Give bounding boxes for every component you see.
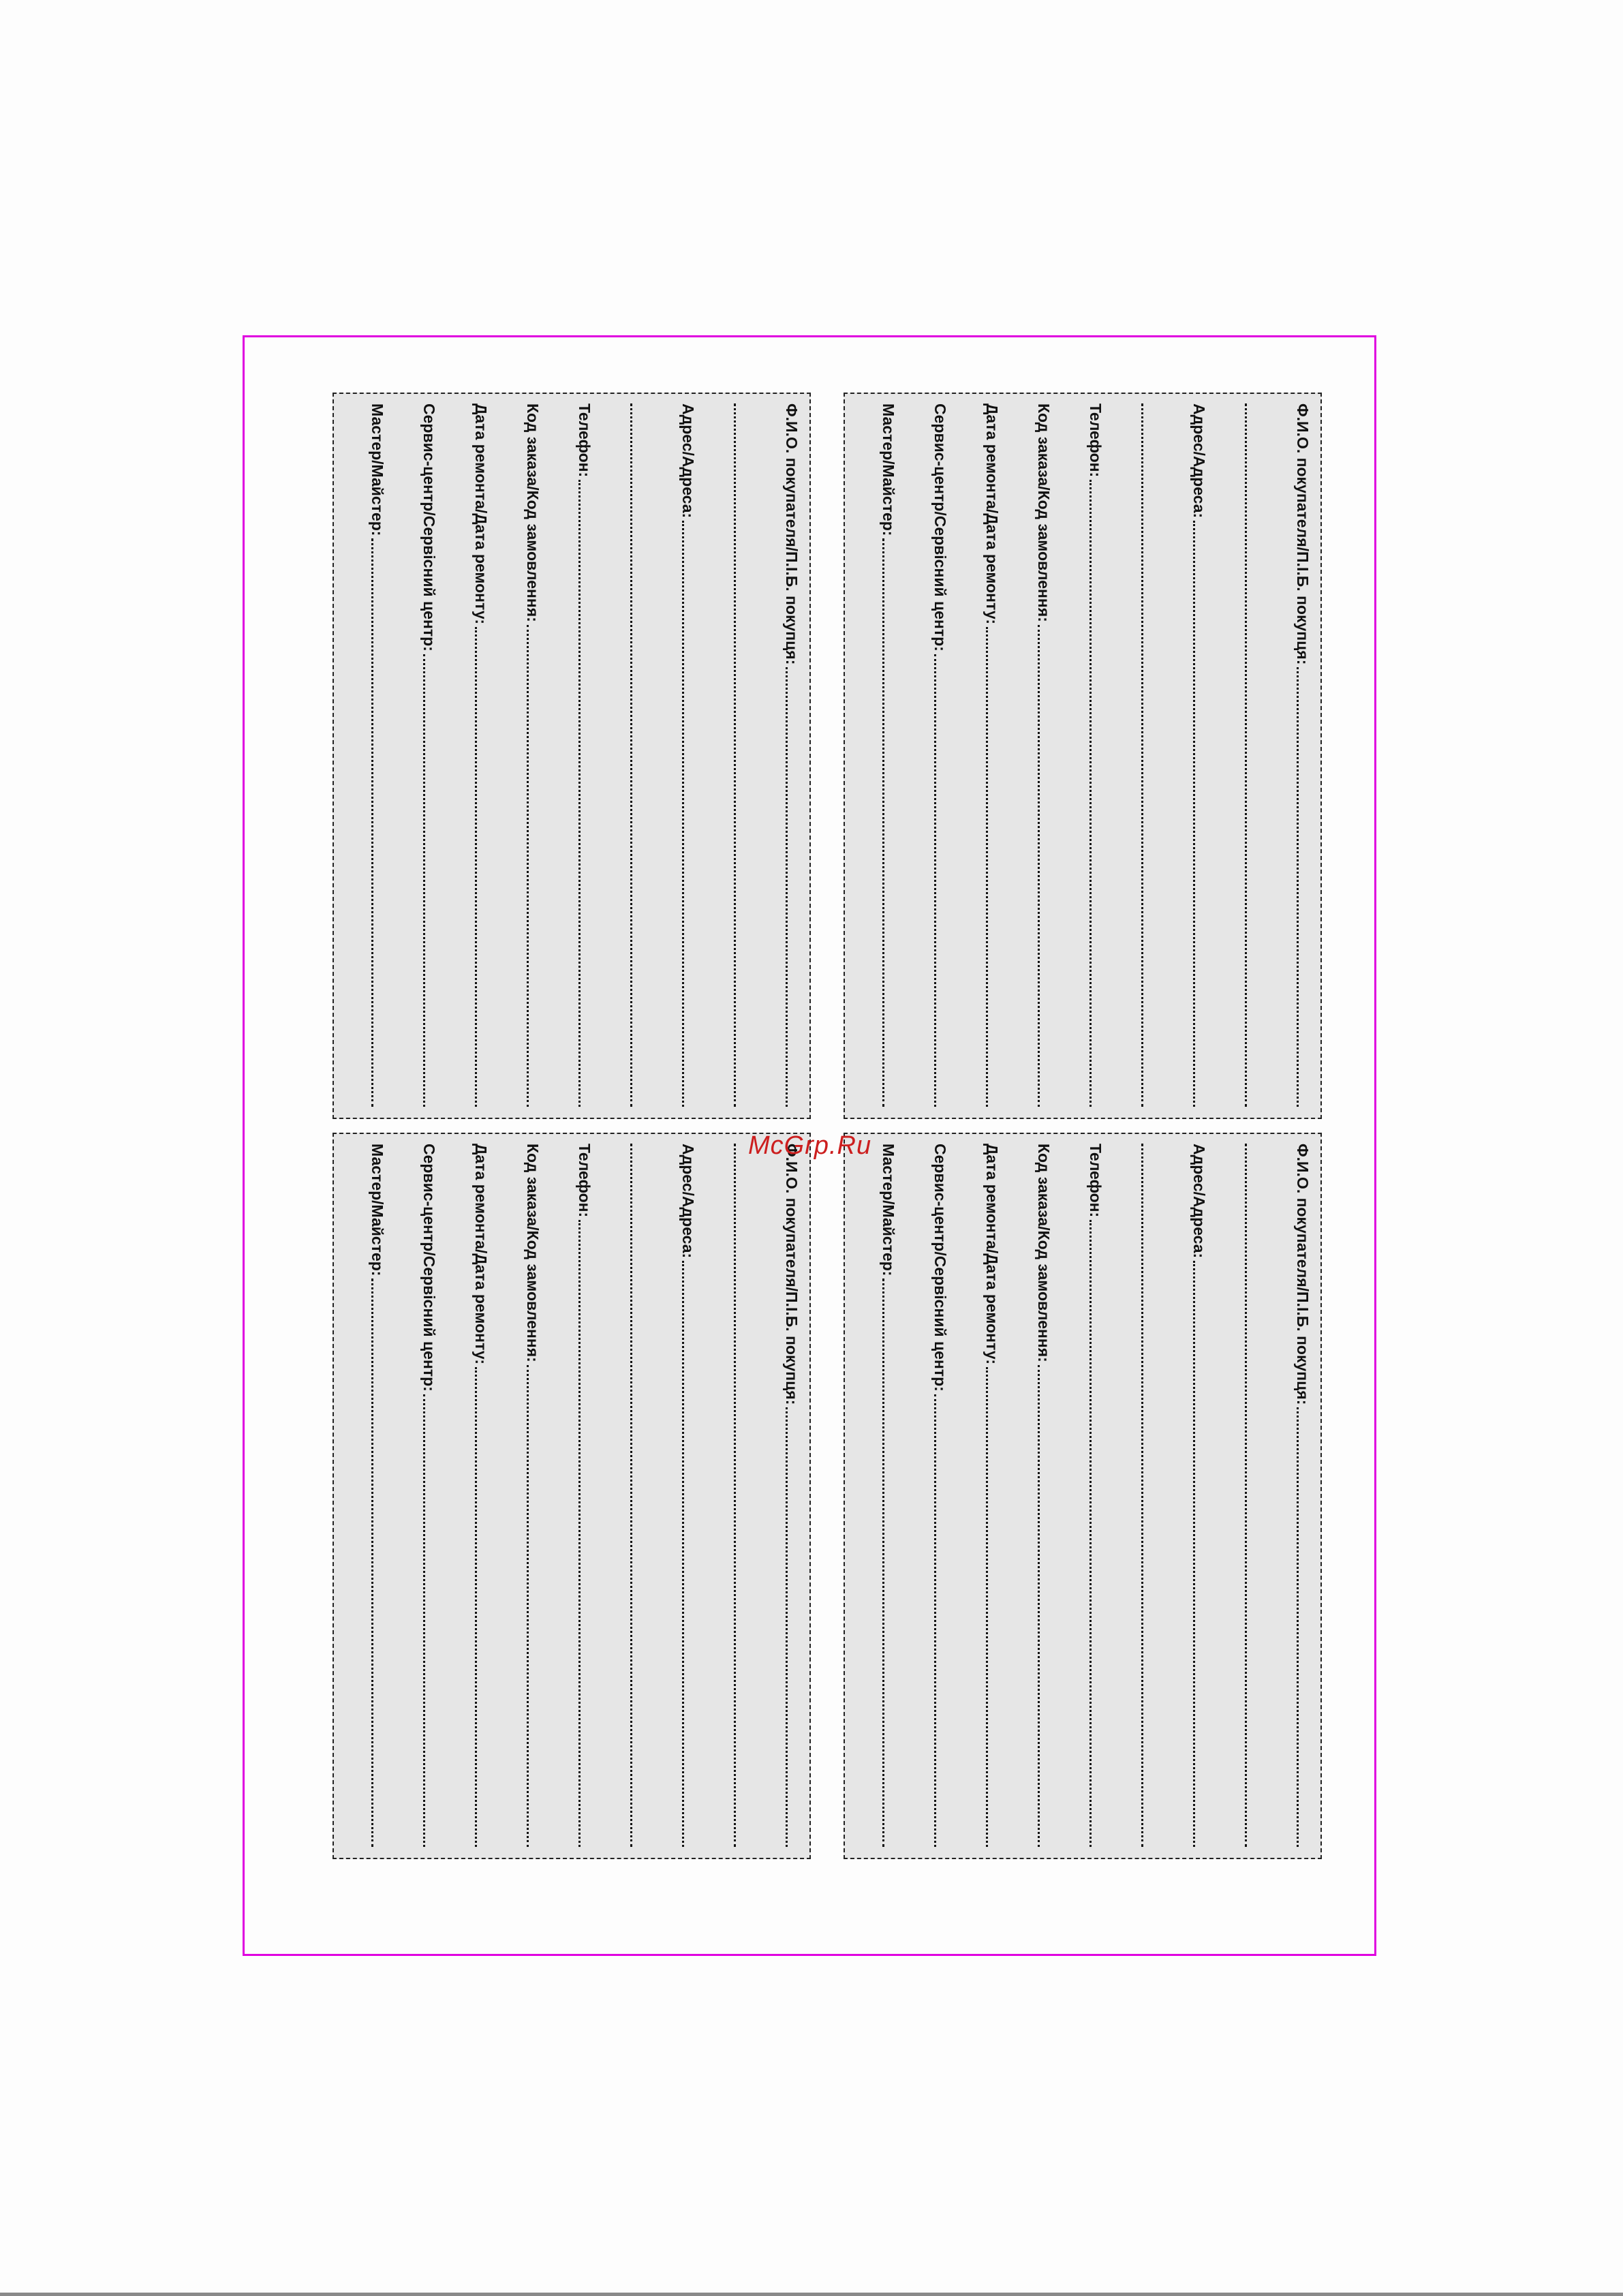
order-code-label: Код заказа/Код замовлення: <box>524 403 542 622</box>
dotted-line <box>682 1261 685 1847</box>
dotted-line <box>630 1144 633 1847</box>
dotted-line <box>578 1220 581 1847</box>
dotted-line <box>527 625 529 1107</box>
dotted-line <box>1141 1144 1144 1847</box>
service-center-field[interactable] <box>420 403 440 1107</box>
service-center-field[interactable] <box>931 1144 951 1847</box>
order-code-field[interactable] <box>523 1144 544 1847</box>
dotted-line <box>882 1279 885 1847</box>
address-label: Адрес/Адреса: <box>679 403 697 519</box>
order-code-label: Код заказа/Код замовлення: <box>524 1144 542 1362</box>
dotted-line <box>682 521 685 1107</box>
dotted-line <box>1193 521 1196 1107</box>
address-field[interactable] <box>679 1144 699 1847</box>
phone-field[interactable] <box>575 403 596 1107</box>
customer-name-field[interactable] <box>782 403 803 1107</box>
customer-name-continuation[interactable] <box>1241 403 1262 1107</box>
dotted-line <box>423 654 426 1107</box>
repair-date-label: Дата ремонта/Дата ремонту: <box>472 1144 490 1365</box>
order-code-field[interactable] <box>523 403 544 1107</box>
dotted-line <box>786 667 788 1107</box>
phone-label: Телефон: <box>576 403 593 478</box>
card-content <box>334 1134 811 1859</box>
dotted-line <box>1141 403 1144 1107</box>
order-code-field[interactable] <box>1034 403 1055 1107</box>
master-label: Мастер/Майстер: <box>880 403 897 536</box>
dotted-line <box>1297 667 1299 1107</box>
service-center-field[interactable] <box>931 403 951 1107</box>
dotted-line <box>986 1367 989 1847</box>
repair-date-label: Дата ремонта/Дата ремонту: <box>983 1144 1001 1365</box>
order-code-label: Код заказа/Код замовлення: <box>1035 403 1053 622</box>
dotted-line <box>1193 1261 1196 1847</box>
repair-date-field[interactable] <box>983 1144 1003 1847</box>
phone-label: Телефон: <box>576 1144 593 1218</box>
service-center-label: Сервис-центр/Сервісний центр: <box>420 403 438 652</box>
master-label: Мастер/Майстер: <box>369 1144 386 1276</box>
repair-card-top-left <box>333 393 811 1119</box>
repair-date-field[interactable] <box>983 403 1003 1107</box>
card-content <box>845 394 1322 1119</box>
customer-name-label: Ф.И.О. покупателя/П.І.Б. покупця: <box>783 1144 801 1405</box>
phone-field[interactable] <box>1086 1144 1107 1847</box>
master-field[interactable] <box>368 1144 388 1847</box>
address-continuation[interactable] <box>1138 1144 1158 1847</box>
dotted-line <box>578 480 581 1107</box>
repair-card-bottom-right <box>844 1133 1322 1859</box>
service-center-field[interactable] <box>420 1144 440 1847</box>
dotted-line <box>1245 1144 1248 1847</box>
address-continuation[interactable] <box>627 1144 647 1847</box>
customer-name-continuation[interactable] <box>1241 1144 1262 1847</box>
customer-name-continuation[interactable] <box>730 403 751 1107</box>
dotted-line <box>734 1144 737 1847</box>
customer-name-continuation[interactable] <box>730 1144 751 1847</box>
repair-date-label: Дата ремонта/Дата ремонту: <box>983 403 1001 625</box>
dotted-line <box>371 538 374 1107</box>
bottom-edge <box>0 2293 1623 2296</box>
dotted-line <box>423 1394 426 1847</box>
watermark: McGrp.Ru <box>748 1131 872 1160</box>
service-center-label: Сервис-центр/Сервісний центр: <box>420 1144 438 1392</box>
card-content <box>845 1134 1322 1859</box>
dotted-line <box>527 1365 529 1847</box>
address-field[interactable] <box>1190 403 1210 1107</box>
customer-name-field[interactable] <box>1293 1144 1314 1847</box>
address-field[interactable] <box>679 403 699 1107</box>
phone-label: Телефон: <box>1087 1144 1104 1218</box>
phone-field[interactable] <box>575 1144 596 1847</box>
dotted-line <box>786 1407 788 1847</box>
dotted-line <box>630 403 633 1107</box>
customer-name-label: Ф.И.О. покупателя/П.І.Б. покупця: <box>1294 403 1312 665</box>
dotted-line <box>1297 1407 1299 1847</box>
phone-field[interactable] <box>1086 403 1107 1107</box>
customer-name-label: Ф.И.О. покупателя/П.І.Б. покупця: <box>1294 1144 1312 1405</box>
customer-name-label: Ф.И.О. покупателя/П.І.Б. покупця: <box>783 403 801 665</box>
dotted-line <box>1089 480 1092 1107</box>
dotted-line <box>1089 1220 1092 1847</box>
master-label: Мастер/Майстер: <box>369 403 386 536</box>
dotted-line <box>1038 1365 1040 1847</box>
dotted-line <box>1038 625 1040 1107</box>
address-label: Адрес/Адреса: <box>1190 403 1208 519</box>
service-center-label: Сервис-центр/Сервісний центр: <box>931 403 949 652</box>
service-center-label: Сервис-центр/Сервісний центр: <box>931 1144 949 1392</box>
master-field[interactable] <box>879 1144 899 1847</box>
repair-date-label: Дата ремонта/Дата ремонту: <box>472 403 490 625</box>
repair-date-field[interactable] <box>472 403 492 1107</box>
dotted-line <box>986 627 989 1107</box>
dotted-line <box>371 1279 374 1847</box>
customer-name-field[interactable] <box>782 1144 803 1847</box>
master-field[interactable] <box>368 403 388 1107</box>
repair-card-bottom-left <box>333 1133 811 1859</box>
master-label: Мастер/Майстер: <box>880 1144 897 1276</box>
address-continuation[interactable] <box>627 403 647 1107</box>
address-label: Адрес/Адреса: <box>1190 1144 1208 1259</box>
customer-name-field[interactable] <box>1293 403 1314 1107</box>
dotted-line <box>934 654 937 1107</box>
address-field[interactable] <box>1190 1144 1210 1847</box>
dotted-line <box>1245 403 1248 1107</box>
order-code-field[interactable] <box>1034 1144 1055 1847</box>
card-content <box>334 394 811 1119</box>
phone-label: Телефон: <box>1087 403 1104 478</box>
dotted-line <box>475 627 478 1107</box>
address-continuation[interactable] <box>1138 403 1158 1107</box>
address-label: Адрес/Адреса: <box>679 1144 697 1259</box>
repair-card-top-right <box>844 393 1322 1119</box>
repair-date-field[interactable] <box>472 1144 492 1847</box>
dotted-line <box>882 538 885 1107</box>
order-code-label: Код заказа/Код замовлення: <box>1035 1144 1053 1362</box>
master-field[interactable] <box>879 403 899 1107</box>
dotted-line <box>734 403 737 1107</box>
dotted-line <box>934 1394 937 1847</box>
dotted-line <box>475 1367 478 1847</box>
